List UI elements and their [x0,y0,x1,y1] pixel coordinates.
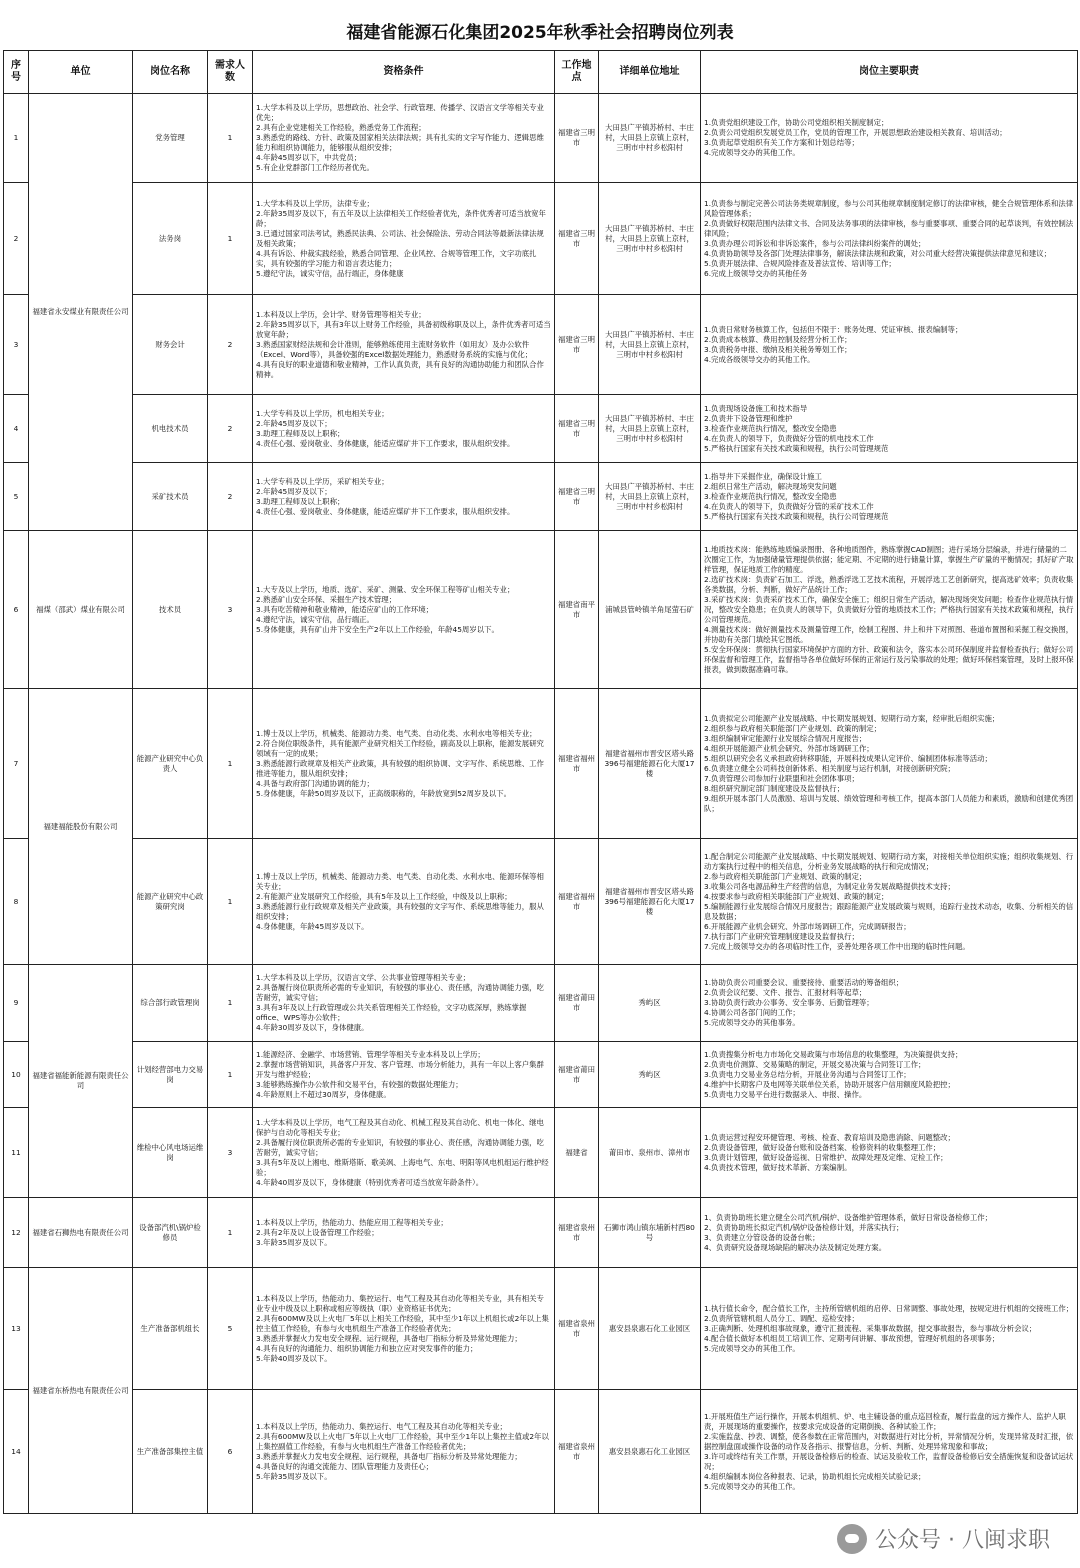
cell-addr: 福建省福州市晋安区塔头路396号福建能源石化大厦17楼 [599,689,701,839]
header-job: 岗位名称 [133,51,208,94]
table-row [4,94,1078,183]
cell-job: 能源产业研究中心负责人 [133,689,208,839]
cell-place: 福建省泉州市 [555,1390,599,1514]
table-row [4,395,1078,463]
cell-duty: 1、负责协助班长建立健全公司汽机/锅炉、设备维护管理体系，做好日常设备检修工作； 2、负责协助班长拟定汽机/锅炉设备检修计划，并落实执行； 3、负责建立分管设备的设备台帐； 4、负责研究设备现场缺陷的解决办法及制定处理方案。 [701,1198,1078,1268]
table-row [4,1198,1078,1268]
cell-duty: 1.配合制定公司能源产业发展战略、中长期发展规划、短期行动方案，对接相关单位组织实施；组织收集规划、行动方案执行过程中的相关信息，分析业务发展战略的执行和完成情况； 2.参与政府相关职能部门产业规划、政策的制定； 3.收集公司各电源品种生产经营的信息，为制定业务发展战略提供技术支持； 4.按要求参与政府相关职能部门产业规划、政策的制定； 5.编制能源行业发展综合情况月度报告；跟踪能源产业发展政策与规则，追踪行业技术动态，收集、分析相关的信息及数据； 6.开展能源产业机会研究、外部市场调研工作，完成调研报告； 7.执行部门产业研究管理制度建设及监督执行； 7.完成上级领导交办的各项临时性工作，妥善处理各项工作中出现的临时性问题。 [701,839,1078,965]
cell-no: 5 [4,463,29,531]
header-no: 序号 [4,51,29,94]
cell-place: 福建省福州市 [555,689,599,839]
cell-addr: 大田县广平镇苏桥村、丰庄村，大田县上京镇上京村，三明市中村乡松阳村 [599,94,701,183]
cell-no: 4 [4,395,29,463]
cell-duty: 1.执行值长命令，配合值长工作，主持所管辖机组的启停、日常调整、事故处理，按规定进行机组的交接班工作； 2.负责所管辖机组人员分工、调配、巡检安排； 3.正确判断、处理机组事故现象，遵守汇报流程、采集事故数据，提交事故报告，参与事故分析会议； 4.配合值长做好本机组员工培训工作、定期考问讲解、事故预想，管理好机组的各项事务； 5.完成领导交办的其他工作。 [701,1268,1078,1390]
cell-job: 能源产业研究中心政策研究岗 [133,839,208,965]
cell-req: 1.本科及以上学历，热能动力、集控运行、电气工程及其自动化等相关专业； 2.具有600MW及以上火电厂5年以上火电厂工作经验，其中至少1年以上集控主值或2年以上集控副值工作经验，有参与火电机组生产准备工作经验者优先； 3.熟悉并掌握火力发电安全规程、运行规程，具备电厂指标分析及异常处理能力； 4.具备良好的沟通交流能力、团队管理能力及责任心； 5.年龄35周岁及以下。 [253,1390,555,1514]
table-row [4,1390,1078,1514]
cell-addr: 浦城县管岭镇羊角尾萤石矿 [599,531,701,689]
header-count: 需求人数 [208,51,253,94]
cell-req: 1.大学专科及以上学历，采矿相关专业； 2.年龄45周岁及以下； 3.助理工程师及以上职称； 4.责任心强、爱岗敬业、身体健康，能适应煤矿井下工作要求，服从组织安排。 [253,463,555,531]
cell-count: 2 [208,295,253,395]
wechat-icon [837,1524,867,1554]
cell-no: 12 [4,1198,29,1268]
cell-job: 党务管理 [133,94,208,183]
cell-req: 1.大学本科及以上学历，思想政治、社会学、行政管理、传播学、汉语言文学等相关专业优先； 2.具有企业党建相关工作经验，熟悉党务工作流程； 3.熟悉党的路线、方针、政策及国家相关法律法规；具有扎实的文字写作能力、逻辑思维能力和组织协调能力，能够服从组织安排； 4.年龄45周岁以下，中共党员； 5.有企业党群部门工作经历者优先。 [253,94,555,183]
cell-place: 福建省福州市 [555,839,599,965]
cell-job: 维检中心风电场运维岗 [133,1108,208,1198]
cell-addr: 秀屿区 [599,1042,701,1108]
cell-count: 1 [208,1198,253,1268]
table-row [4,183,1078,295]
cell-job: 设备部汽机\锅炉检修员 [133,1198,208,1268]
cell-req: 1.大学专科及以上学历，机电相关专业； 2.年龄45周岁及以下； 3.助理工程师及以上职称； 4.责任心强、爱岗敬业、身体健康，能适应煤矿井下工作要求，服从组织安排。 [253,395,555,463]
cell-req: 1.博士及以上学历，机械类、能源动力类、电气类、自动化类、水利水电等相关专业； 2.符合岗位职级条件，具有能源产业研究相关工作经验，副高及以上职称，能源发展研究领域有一定的成果； 3.熟悉能源行政规章及相关产业政策，具有较强的组织协调、文字写作、系统思维、工作推进等能力，服从组织安排； 4.具备与政府部门沟通协调的能力； 5.身体健康，年龄50周岁及以下，正高级职称的，年龄放宽到52周岁及以下。 [253,689,555,839]
header-addr: 详细单位地址 [599,51,701,94]
table-row [4,965,1078,1042]
cell-unit: 福建福能股份有限公司 [29,689,133,965]
cell-job: 法务岗 [133,183,208,295]
cell-req: 1.大学本科及以上学历，法律专业； 2.年龄35周岁及以下，有五年及以上法律相关工作经验者优先，条件优秀者可适当放宽年龄； 3.已通过国家司法考试，熟悉民法典、公司法、社会保险法、劳动合同法等最新法律法规及相关政策； 4.具有诉讼、仲裁实践经验，熟悉合同管理、企业风控、合规等管理工作，文字功底扎实，具有较强的学习能力和语言表达能力； 5.遵纪守法，诚实守信，品行端正，身体健康 [253,183,555,295]
cell-count: 1 [208,183,253,295]
cell-addr: 莆田市、泉州市、漳州市 [599,1108,701,1198]
cell-unit: 福建省永安煤业有限责任公司 [29,94,133,531]
job-table [3,50,1078,1514]
cell-place: 福建省泉州市 [555,1268,599,1390]
cell-addr: 大田县广平镇苏桥村、丰庄村，大田县上京镇上京村，三明市中村乡松阳村 [599,183,701,295]
cell-place: 福建省三明市 [555,463,599,531]
table-row [4,1268,1078,1390]
cell-no: 3 [4,295,29,395]
cell-job: 采矿技术员 [133,463,208,531]
cell-no: 11 [4,1108,29,1198]
cell-count: 3 [208,1108,253,1198]
cell-unit: 福建省福能新能源有限责任公司 [29,965,133,1198]
cell-job: 生产准备部集控主值 [133,1390,208,1514]
cell-place: 福建省三明市 [555,395,599,463]
cell-job: 生产准备部机组长 [133,1268,208,1390]
header-unit: 单位 [29,51,133,94]
cell-job: 机电技术员 [133,395,208,463]
cell-unit: 福煤（邵武）煤业有限公司 [29,531,133,689]
cell-count: 6 [208,1390,253,1514]
cell-count: 2 [208,395,253,463]
header-duty: 岗位主要职责 [701,51,1078,94]
cell-job: 财务会计 [133,295,208,395]
cell-addr: 惠安县泉惠石化工业园区 [599,1268,701,1390]
cell-duty: 1.协助负责公司重要会议、重要接待、重要活动的筹备组织； 2.负责会议纪要、文件、报告、汇报材料等起草； 3.协助负责行政办公事务、安全事务、后勤管理等； 4.协调公司各部门间的工作； 5.完成领导交办的其他事务。 [701,965,1078,1042]
cell-count: 1 [208,965,253,1042]
cell-addr: 大田县广平镇苏桥村、丰庄村，大田县上京镇上京村，三明市中村乡松阳村 [599,395,701,463]
cell-count: 1 [208,94,253,183]
cell-duty: 1.负责搜集分析电力市场化交易政策与市场信息的收集整理，为决策提供支持； 2.负责电价测算、交易策略的制定，开展交易决策与合同签订工作； 3.负责电力交易业务总结分析，开展业务沟通与合同签订工作； 4.维护中长期客户及电网等关联单位关系，协助开展客户信用额度风险把控； 5.负责电力交易平台进行数据录入、申报、操作。 [701,1042,1078,1108]
table-row [4,463,1078,531]
table-row [4,689,1078,839]
cell-req: 1.大专及以上学历，地质、选矿、采矿、测量、安全环保工程等矿山相关专业； 2.熟悉矿山安全环保、采掘生产技术管理； 3.具有吃苦精神和敬业精神，能适应矿山的工作环境； 4.遵纪守法，诚实守信，品行端正。 5.身体健康，具有矿山井下安全生产2年以上工作经验，年龄45周岁以下。 [253,531,555,689]
cell-place: 福建省三明市 [555,295,599,395]
cell-duty: 1.负责拟定公司能源产业发展战略、中长期发展规划、短期行动方案，经审批后组织实施； 2.组织参与政府相关职能部门产业规划、政策的制定； 3.组织编制审定能源行业发展综合情况月度报告； 4.组织开展能源产业机会研究、外部市场调研工作； 5.组织以研究会名义承担政府转移职能，开展科技成果认定评价、编制团体标准等活动； 6.负责建立健全公司科技创新体系、相关制度与运行机制，对接创新研究院； 7.负责管理公司参加行业联盟和社会团体事项； 8.组织研究制定部门制度建设及监督执行； 9.组织开展本部门人员激励、培训与发展、绩效管理和考核工作，提高本部门人员能力和素质，激励和创建优秀团队； [701,689,1078,839]
cell-place: 福建省泉州市 [555,1198,599,1268]
cell-addr: 惠安县泉惠石化工业园区 [599,1390,701,1514]
cell-unit: 福建省石狮热电有限责任公司 [29,1198,133,1268]
cell-no: 13 [4,1268,29,1390]
cell-no: 6 [4,531,29,689]
cell-duty: 1.负责现场设备施工和技术指导 2.负责井下设备管理和维护 3.检查作业规范执行情况，整改安全隐患 4.在负责人的领导下，负责做好分管的机电技术工作 5.严格执行国家有关技术政策和规程，执行公司管理规范 [701,395,1078,463]
cell-duty: 1.指导井下采掘作业，确保设计施工 2.组织日常生产活动，解决现场突发问题 3.检查作业规范执行情况，整改安全隐患 4.在负责人的领导下，负责做好分管的采矿技术工作 5.严格执行国家有关技术政策和规程，执行公司管理规范 [701,463,1078,531]
cell-req: 1.本科及以上学历，热能动力、热能应用工程等相关专业； 2.具有2年及以上设备管理工作经验； 3.年龄35周岁及以下。 [253,1198,555,1268]
table-header-row [4,51,1078,94]
cell-count: 2 [208,463,253,531]
cell-job: 技术员 [133,531,208,689]
cell-count: 3 [208,531,253,689]
page-title: 福建省能源石化集团2025年秋季社会招聘岗位列表 [346,23,734,43]
cell-req: 1.本科及以上学历，会计学、财务管理等相关专业； 2.年龄35周岁以下，具有3年以上财务工作经验，具备初级称职及以上，条件优秀者可适当放宽年龄； 3.熟悉国家财经法规和会计准则，能够熟练使用主流财务软件（如用友）及办公软件（Excel、Word等），具备较强的Excel数据处理能力，熟悉财务系统的实施与优化； 4.具有良好的职业道德和敬业精神，工作认真负责，具有良好的沟通协助能力和团队合作精神。 [253,295,555,395]
header-req: 资格条件 [253,51,555,94]
cell-req: 1.大学本科及以上学历，汉语言文学、公共事业管理等相关专业； 2.具备履行岗位职责所必需的专业知识，有较强的事业心、责任感，沟通协调能力强，吃苦耐劳，诚实守信； 3.具有3年及以上行政管理或公共关系管理相关工作经验，文字功底深厚，熟练掌握office、WPS等办公软件； 4.年龄30周岁及以下，身体健康。 [253,965,555,1042]
cell-req: 1.大学本科及以上学历，电气工程及其自动化、机械工程及其自动化、机电一体化、继电保护与自动化等相关专业； 2.具备履行岗位职责所必需的专业知识，有较强的事业心、责任感，沟通协调能力强，吃苦耐劳，诚实守信； 3.具有5年及以上湘电、维斯塔斯、歌美飒、上海电气、东电、明阳等风电机组运行维护经验； 4.年龄40周岁及以下，身体健康（特别优秀者可适当放宽年龄条件）。 [253,1108,555,1198]
cell-duty: 1.开展班值生产运行操作，开展本机组机、炉、电主辅设备的重点巡回检查，履行监盘的远方操作人、监护人职责，开展现场的重要操作，按要求完成设备的定期倒换、各种试验工作； 2.实施监盘、抄表、调整，使各参数在正常范围内，对数据进行对比分析，异常情况分析，发现异常及时汇报，依据控制盘面或操作设备的动作及各指示、报警信息，分析、判断、处理异常现象和事故； 3.许可或终结有关工作票，开展设备检修后的检查、试运及验收工作，监督设备检修后安全措施恢复和设备试运状况； 4.组织编制本岗位各种报表、记录，协助机组长完成相关试验记录； 5.完成领导交办的其他工作。 [701,1390,1078,1514]
table-row [4,839,1078,965]
cell-count: 1 [208,1042,253,1108]
cell-req: 1.能源经济、金融学、市场营销、管理学等相关专业本科及以上学历； 2.掌握市场营销知识，具备客户开发、客户管理、市场分析能力，具有一年以上客户集群开发与维护经验； 3.能够熟练操作办公软件和交易平台，有较强的数据处理能力； 4.年龄原则上不超过30周岁，身体健康。 [253,1042,555,1108]
cell-count: 1 [208,839,253,965]
cell-place: 福建省莆田市 [555,965,599,1042]
cell-addr: 福建省福州市晋安区塔头路396号福建能源石化大厦17楼 [599,839,701,965]
cell-duty: 1.负责运营过程安环健管理、考核、检查、教育培训及隐患消除、问题整改； 2.负责设备管理，做好设备台账和设备档案、检修资料的收集整理工作； 3.负责计划管理，做好设备巡视、日常维护、故障处理及定维、定检工作； 4.负责技术管理，做好技术革新、方案编制。 [701,1108,1078,1198]
cell-no: 9 [4,965,29,1042]
cell-count: 5 [208,1268,253,1390]
cell-addr: 大田县广平镇苏桥村、丰庄村，大田县上京镇上京村，三明市中村乡松阳村 [599,463,701,531]
table-row [4,1042,1078,1108]
cell-job: 计划经营部电力交易岗 [133,1042,208,1108]
cell-req: 1.博士及以上学历，机械类、能源动力类、电气类、自动化类、水利水电、能源环保等相关专业； 2.有能源产业发展研究工作经验，具有5年及以上工作经验，中级及以上职称； 3.熟悉能源行业行政规章及相关产业政策，具有较强的文字写作、系统思维等能力，服从组织安排； 4.身体健康，年龄45周岁及以下。 [253,839,555,965]
cell-duty: 1.负责日常财务核算工作，包括但不限于：账务处理、凭证审核、报表编制等； 2.负责成本核算、费用控制及经营分析工作； 3.负责税务申报、缴纳及相关税务筹划工作； 4.完成各级领导交办的其他工作。 [701,295,1078,395]
cell-duty: 1.地质技术岗：能熟练地质编录图册、各种地质图件，熟练掌握CAD制图；进行采场分层编录，并进行储量的二次圈定工作，为加强储量管理提供依据；能定期、不定期的进行储量计算，掌握生产矿量的平衡情况；抓好矿产取样管理，保证地质工作的精度。 2.选矿技术岗：负责矿石加工、浮选，熟悉浮选工艺技术流程，开展浮选工艺创新研究，提高选矿效率；负责收集各类数据，分析、判断，做好产品统计工作； 3.采矿技术岗：负责采矿技术工作，确保安全施工；组织日常生产活动，解决现场突发问题；检查作业规范执行情况，整改安全隐患；在负责人的领导下，负责做好分管的地质技术工作；严格执行国家有关技术政策和规程，执行公司管理规范。 4.测量技术岗：做好测量技术及测量管理工作，绘制工程图、井上和井下对照图、巷道布置图和采掘工程交换图，并协助有关部门填绘其它图纸。 5.安全环保岗：贯彻执行国家环境保护方面的方针、政策和法令，落实本公司环保制度并监督检查执行；做好公司环保监督和管理工作，监督指导各单位做好环保的正常运行及污染事故的处理；做好环保档案管理，及时上报环保报表，做到数据准确可靠。 [701,531,1078,689]
cell-addr: 大田县广平镇苏桥村、丰庄村，大田县上京镇上京村，三明市中村乡松阳村 [599,295,701,395]
cell-req: 1.本科及以上学历，热能动力、集控运行、电气工程及其自动化等相关专业，具有相关专业专业中级及以上职称或相应等级执（职）业资格证书优先； 2.具有600MW及以上火电厂5年以上相关工作经验，其中至少1年以上机组长或2年以上集控主值工作经验，有参与火电机组生产准备工作经验者优先； 3.熟悉并掌握火力发电安全规程、运行规程，具备电厂指标分析及异常处理能力； 4.具有良好的沟通能力、组织协调能力和独立应对突发事件的能力； 5.年龄40周岁及以下。 [253,1268,555,1390]
cell-place: 福建省莆田市 [555,1042,599,1108]
cell-addr: 秀屿区 [599,965,701,1042]
cell-place: 福建省三明市 [555,94,599,183]
cell-no: 10 [4,1042,29,1108]
table-row [4,1108,1078,1198]
table-row [4,295,1078,395]
cell-no: 2 [4,183,29,295]
cell-no: 1 [4,94,29,183]
cell-no: 8 [4,839,29,965]
cell-duty: 1.负责党组织建设工作，协助公司党组织相关制度制定； 2.负责公司党组织发展党员工作，党员的管理工作，开展思想政治建设相关教育、培训活动； 3.负责起草党组织有关工作方案和计划总结等； 4.完成领导交办的其他工作。 [701,94,1078,183]
header-place: 工作地点 [555,51,599,94]
cell-place: 福建省南平市 [555,531,599,689]
cell-count: 1 [208,689,253,839]
cell-place: 福建省 [555,1108,599,1198]
cell-no: 14 [4,1390,29,1514]
cell-duty: 1.负责参与制定完善公司法务类规章制度，参与公司其他规章制度制定修订的法律审核，健全合规管理体系和法律风险管理体系； 2.负责做好权限范围内法律文书、合同及法务事项的法律审核，参与重要事项、重要合同的起草谈判，有效控制法律风险； 3.负责办理公司诉讼和非诉讼案件，参与公司法律纠纷案件的调处； 4.负责协助领导及各部门处理法律事务，解读法律法规和政策，对公司重大经营决策提供法律意见和建议； 5.负责开展法律、合规风险排查及普法宣传、培训等工作； 6.完成上级领导交办的其他任务 [701,183,1078,295]
cell-no: 7 [4,689,29,839]
cell-unit: 福建省东桥热电有限责任公司 [29,1268,133,1514]
cell-job: 综合部行政管理岗 [133,965,208,1042]
cell-addr: 石狮市鸿山镇东埔新村西80号 [599,1198,701,1268]
table-row [4,531,1078,689]
cell-place: 福建省三明市 [555,183,599,295]
watermark-text: 公众号 · 八闽求职 [875,1528,1050,1553]
watermark [837,1523,1050,1554]
